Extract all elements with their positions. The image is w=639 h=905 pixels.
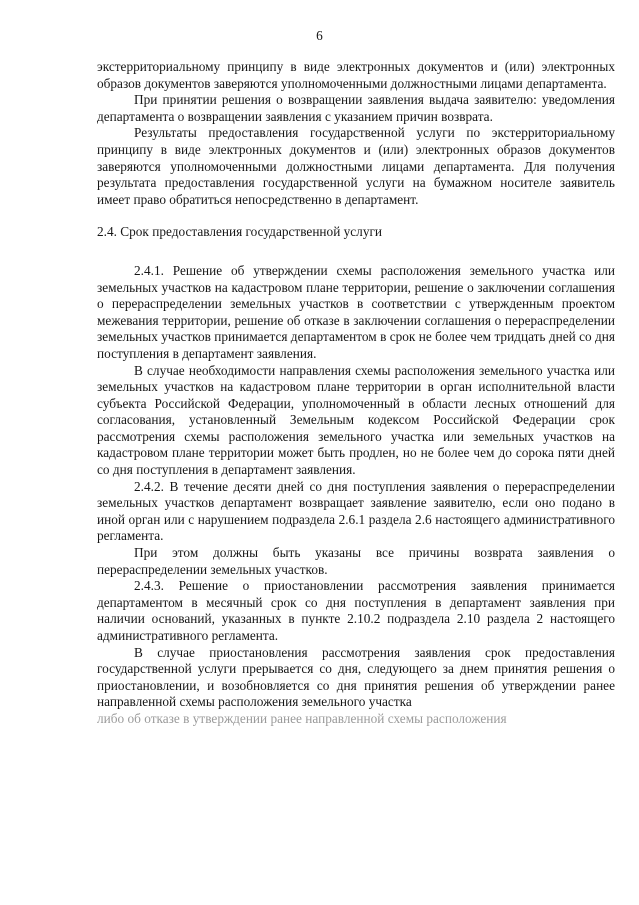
paragraph-extension: В случае необходимости направления схемы расположения земельного участка или земельных участков на кадастровом плане территории в орган исполнительной власти субъекта Российской Федерации, уполномоченный в области лесных отношений для согласования, установленный Земельным кодексом Российской Федерации срок рассмотрения схемы расположения земельного участка или земельных участков на кадастровом плане территории может быть продлен, но не более чем до сорока пяти дней со дня поступления в департамент заявления. bbox=[97, 362, 615, 478]
paragraph-return-reasons: При этом должны быть указаны все причины возврата заявления о перераспределении земельных участков. bbox=[97, 545, 615, 577]
trailing-line: либо об отказе в утверждении ранее направленной схемы расположения bbox=[97, 710, 507, 726]
page-number: 6 bbox=[316, 28, 323, 43]
paragraph-2-4-2: 2.4.2. В течение десяти дней со дня поступления заявления о перераспределении земельных участков департамент возвращает заявление заявителю, если оно подано в иной орган или с нарушением подраздела 2.6.1 раздела 2.6 настоящего административного регламента. bbox=[97, 478, 615, 544]
document-body bbox=[97, 59, 615, 728]
paragraph-return-decision: При принятии решения о возвращении заявления выдача заявителю: уведомления департамента о возвращении заявления с указанием причин возврата. bbox=[97, 92, 615, 124]
paragraph-2-4-3: 2.4.3. Решение о приостановлении рассмотрения заявления принимается департаментом в месячный срок со дня поступления в департамент заявления при наличии оснований, указанных в пункте 2.10.2 подраздела 2.10 раздела 2 настоящего административного регламента. bbox=[97, 578, 615, 643]
section-heading: 2.4. Срок предоставления государственной услуги bbox=[97, 224, 383, 240]
paragraph-2-4-1: 2.4.1. Решение об утверждении схемы расположения земельного участка или земельных участков на кадастровом плане территории, решение о заключении соглашения о перераспределении земельных участков в соответствии с утвержденным проектом межевания территории, решение об отказе в заключении соглашения о перераспределении земельных участков принимается департаментом в срок не более чем тридцать дней со дня поступления в департамент заявления. bbox=[97, 262, 615, 361]
paragraph-continuation: экстерриториальному принципу в виде электронных документов и (или) электронных образов документов заверяются уполномоченными должностными лицами департамента. bbox=[97, 59, 615, 91]
paragraph-results: Результаты предоставления государственной услуги по экстерриториальному принципу в виде электронных документов и (или) электронных образов документов заверяются уполномоченными должностными лицами департамента. Для получения результата предоставления государственной услуги на бумажном носителе заявитель имеет право обратиться непосредственно в департамент. bbox=[97, 125, 615, 207]
paragraph-suspension: В случае приостановления рассмотрения заявления срок предоставления государственной услуги прерывается со дня, следующего за днем принятия решения о приостановлении, и возобновляется со дня принятия решения об утверждении ранее направленной схемы расположения земельного участка bbox=[97, 644, 615, 710]
